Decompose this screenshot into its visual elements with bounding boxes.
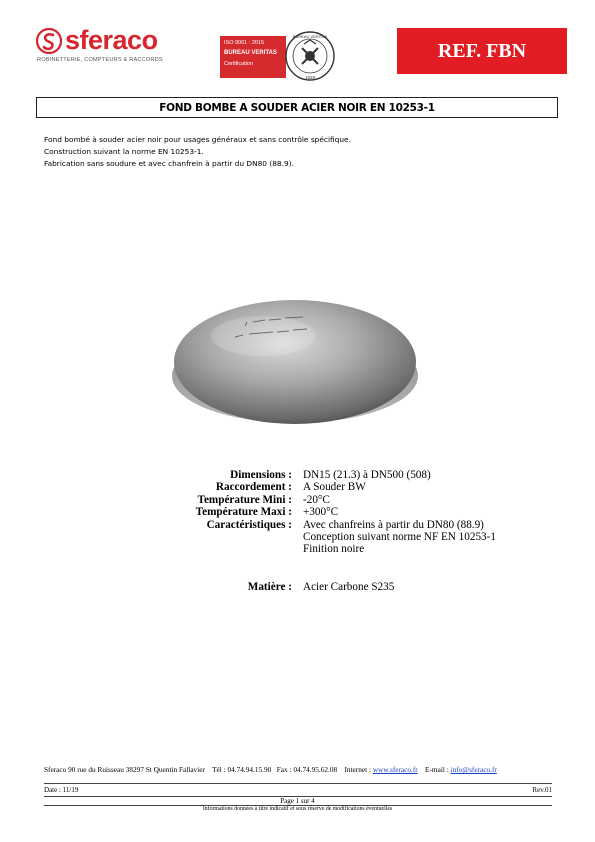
footer-tel: Tél : 04.74.94.15.90 — [212, 765, 272, 774]
footer-email-label: E-mail : — [425, 765, 449, 774]
sferaco-logo-icon — [36, 28, 62, 54]
brand-tagline: ROBINETTERIE, COMPTEURS & RACCORDS — [37, 57, 163, 63]
document-revision: Rev.01 — [532, 786, 552, 794]
disclaimer: Informations données à titre indicatif et sous réserve de modifications éventuelles — [202, 806, 393, 812]
reference-box: REF. FBN — [397, 28, 567, 74]
spec-row — [170, 494, 560, 506]
spec-value: -20°C — [303, 493, 330, 506]
specifications-table — [170, 469, 560, 593]
page-number: Page 1 sur 4 — [280, 797, 315, 805]
spec-row — [170, 531, 560, 543]
seal-year: 1828 — [304, 75, 316, 80]
footer-divider — [44, 783, 552, 784]
spec-value: Acier Carbone S235 — [303, 580, 395, 593]
footer-fax: Fax : 04.74.95.62.08 — [276, 765, 338, 774]
spec-row — [170, 581, 560, 593]
spec-label: Température Mini : — [197, 493, 292, 506]
spec-label: Raccordement : — [215, 481, 292, 494]
email-link[interactable]: info@sferaco.fr — [450, 765, 497, 774]
brand-name: sferaco — [65, 25, 158, 55]
cert-sub: Certification — [224, 61, 254, 67]
cert-name: BUREAU VERITAS — [224, 50, 277, 56]
description-line: Construction suivant la norme EN 10253-1. — [44, 147, 204, 156]
seal-text: BUREAU VERITAS — [292, 34, 328, 39]
description-line: Fabrication sans soudure et avec chanfrein à partir du DN80 (88.9). — [44, 159, 294, 168]
footer-internet-label: Internet : — [344, 765, 371, 774]
welding-cap-photo — [165, 292, 425, 430]
bureau-veritas-seal-icon — [284, 30, 336, 82]
website-link[interactable]: www.sferaco.fr — [372, 765, 418, 774]
sferaco-logo — [36, 26, 186, 68]
document-date: Date : 11/19 — [44, 786, 79, 794]
spec-label: Matière : — [247, 580, 292, 593]
spec-value: Finition noire — [303, 543, 365, 556]
product-description — [44, 134, 351, 170]
spec-label: Dimensions : — [230, 469, 292, 481]
spec-row — [170, 543, 560, 555]
spec-value: DN15 (21.3) à DN500 (508) — [303, 469, 431, 481]
product-title: FOND BOMBE A SOUDER ACIER NOIR EN 10253-1 — [159, 101, 435, 114]
cert-iso: ISO 9001 : 2015 — [224, 40, 265, 46]
description-line: Fond bombé à souder acier noir pour usages généraux et sans contrôle spécifique. — [44, 135, 351, 144]
spec-row — [170, 506, 560, 518]
certification-label — [220, 36, 286, 78]
spec-row — [170, 481, 560, 493]
product-title-box — [36, 97, 558, 118]
spec-value: A Souder BW — [303, 481, 366, 494]
spec-value: Avec chanfreins à partir du DN80 (88.9) — [303, 518, 484, 531]
footer-address: Sferaco 90 rue du Ruisseau 38297 St Quentin Fallavier — [44, 765, 205, 774]
spec-label: Température Maxi : — [195, 506, 292, 519]
footer-contact — [44, 765, 497, 774]
certification-badge — [220, 30, 338, 82]
spec-value: +300°C — [303, 506, 339, 519]
spec-label: Caractéristiques : — [206, 518, 292, 531]
spec-row — [170, 519, 560, 531]
spec-value: Conception suivant norme NF EN 10253-1 — [303, 530, 496, 543]
spec-row — [170, 568, 560, 580]
spec-row — [170, 469, 560, 481]
spec-row — [170, 556, 560, 568]
